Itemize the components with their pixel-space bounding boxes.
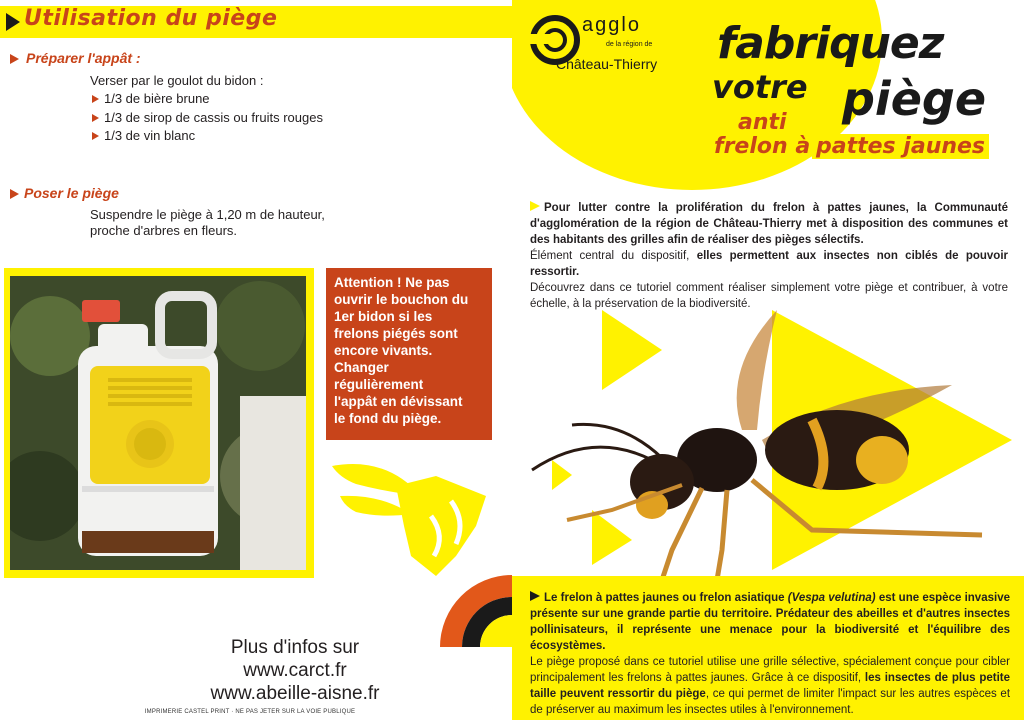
intro-arrow-icon: [530, 201, 540, 211]
attention-line: encore vivants.: [334, 343, 433, 358]
section2-line2: proche d'arbres en fleurs.: [90, 223, 238, 238]
attention-line: régulièrement: [334, 377, 424, 392]
logo-small-text: de la région de: [606, 41, 653, 48]
title-pattes-jaunes: pattes jaunes: [812, 134, 989, 159]
section2-line1: Suspendre le piège à 1,20 m de hauteur,: [90, 207, 325, 222]
bottom-c: Le piège proposé dans ce tutoriel utilise une grille sélective, spécialement conçue pour cibler principalement les frelons à pattes jaunes. Grâce à ce dispositif,: [530, 656, 1010, 684]
attention-line: le fond du piège.: [334, 411, 442, 426]
title-fabriquez: fabriquez: [717, 18, 944, 69]
bottom-species: (Vespa velutina): [787, 592, 876, 604]
intro-p2a: Élément central du dispositif,: [530, 250, 697, 262]
title-arrow-icon: [6, 13, 20, 31]
hornet-logo-icon: [326, 456, 496, 586]
logo-agglo: agglo: [582, 14, 641, 36]
infos-line1: Plus d'infos sur: [230, 637, 360, 658]
title-piege: piège: [842, 72, 987, 126]
attention-line: Attention ! Ne pas: [334, 275, 450, 290]
intro-p3: Découvrez dans ce tutoriel comment réaliser simplement votre piège et contribuer, à votre échelle, à la préservation de la biodiversité.: [530, 282, 1008, 310]
attention-line: 1er bidon si les: [334, 309, 433, 324]
section-arrow-icon: [10, 54, 19, 64]
infos-block: [130, 636, 460, 705]
intro-p1: Pour lutter contre la prolifération du frelon à pattes jaunes, la Communauté d'agglomération de la région de Château-Thierry met à disposition des communes et des habitants des grilles afin de réaliser des pièges sélectifs.: [530, 202, 1008, 246]
section1-item: 1/3 de bière brune: [104, 91, 210, 106]
bullet-icon: [92, 114, 99, 122]
title-anti: anti: [738, 110, 787, 135]
intro-p2b: elles permettent aux insectes non ciblés de pouvoir ressortir.: [530, 250, 1008, 278]
section1-item: 1/3 de vin blanc: [104, 128, 196, 143]
left-title: Utilisation du piège: [24, 6, 278, 31]
section1-title: Préparer l'appât :: [26, 50, 141, 66]
attention-box: [326, 268, 492, 440]
hornet-illustration: [512, 310, 1024, 580]
bottom-d: , ce qui permet de limiter l'impact sur les autres espèces et de préserver au maximum les insectes utiles à l'environnement.: [530, 688, 1011, 716]
bullet-icon: [92, 95, 99, 103]
attention-line: Changer: [334, 360, 389, 375]
section-arrow-icon: [10, 189, 19, 199]
title-votre: votre: [712, 68, 808, 106]
bottom-b: est une espèce invasive présente sur une grande partie du territoire. Prédateur des abeilles et d'autres insectes pollinisateurs, il représente une menace pour la biodiversité et l'équilibre des écosystèmes.: [530, 592, 1010, 652]
attention-line: frelons piégés sont: [334, 326, 458, 341]
section2-title: Poser le piège: [24, 185, 119, 201]
right-panel: [512, 0, 1024, 720]
bullet-icon: [92, 132, 99, 140]
intro-text: [530, 200, 1008, 312]
section1-item: 1/3 de sirop de cassis ou fruits rouges: [104, 110, 323, 125]
attention-line: ouvrir le bouchon du: [334, 292, 469, 307]
website-link-carct[interactable]: www.carct.fr: [243, 660, 347, 681]
logo-city: Château-Thierry: [556, 56, 658, 72]
attention-line: l'appât en dévissant: [334, 394, 463, 409]
printer-note: IMPRIMERIE CASTEL PRINT · NE PAS JETER SUR LA VOIE PUBLIQUE: [144, 709, 356, 715]
trap-photo: [10, 276, 306, 570]
bottom-arrow-icon: [530, 591, 540, 601]
title-frelon: frelon à: [714, 134, 811, 159]
website-link-abeille[interactable]: www.abeille-aisne.fr: [210, 683, 380, 704]
section1-intro: Verser par le goulot du bidon :: [90, 73, 264, 88]
bottom-text: [530, 590, 1010, 718]
bottom-c-bold: les insectes de plus petite taille peuvent ressortir du piège: [530, 672, 1010, 700]
bottom-a: Le frelon à pattes jaunes ou frelon asiatique: [544, 592, 788, 604]
